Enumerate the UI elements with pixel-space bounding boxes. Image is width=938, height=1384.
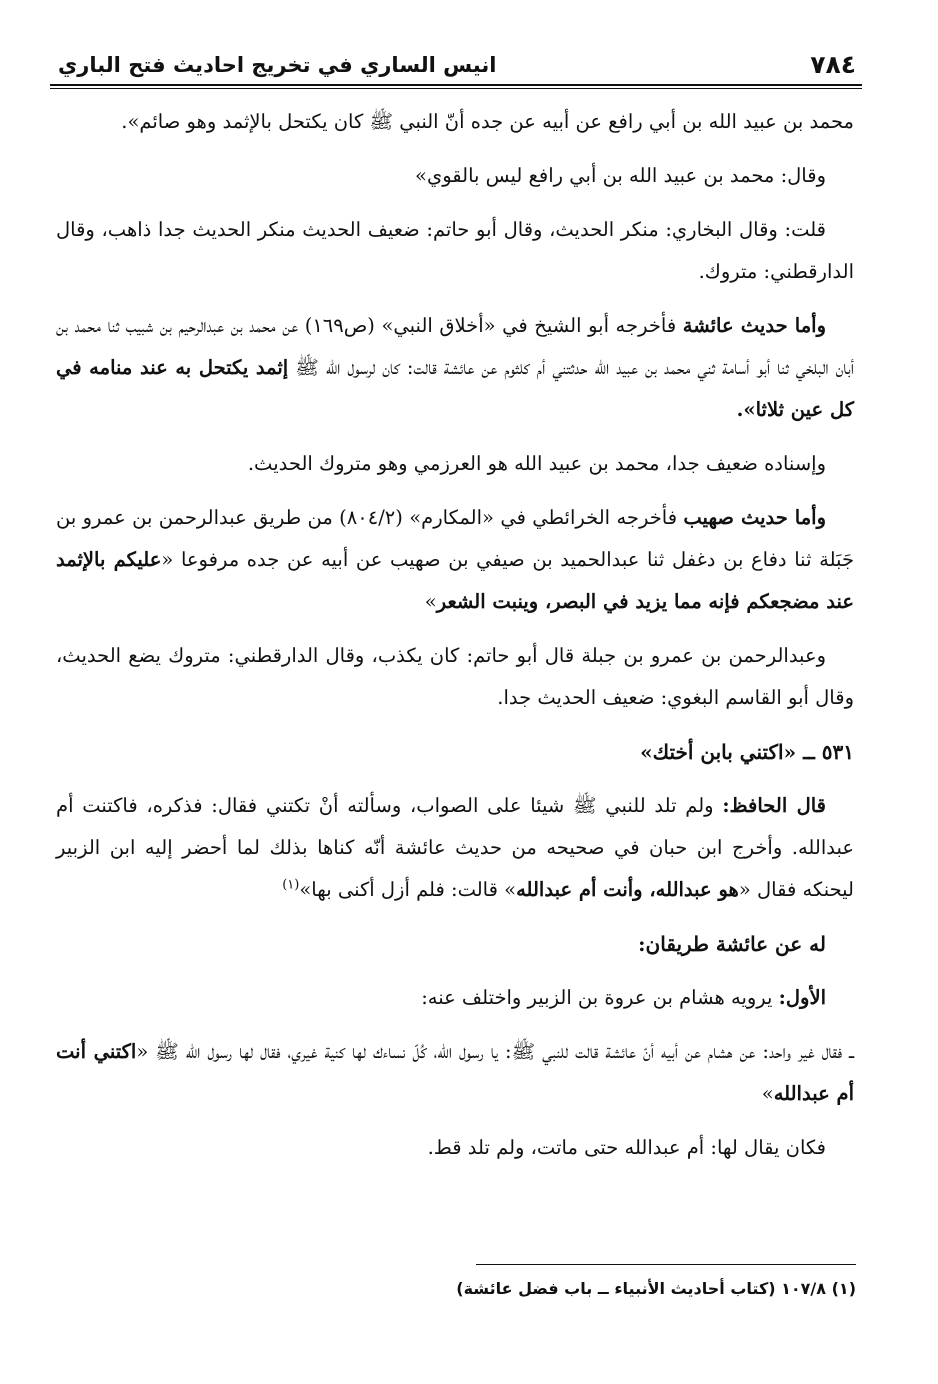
page-header [50, 38, 862, 80]
aisha-hadith-lead: وأما حديث عائشة [682, 314, 827, 337]
paragraph-suhaib-hadith [56, 497, 854, 623]
hafiz-quote: هو عبدالله، وأنت أم عبدالله [516, 878, 739, 901]
footnote-ref[interactable]: (١) [282, 877, 300, 893]
aisha-hadith-quote: إثمد يكتحل به عند منامه في كل عين ثلاثا». [56, 356, 854, 421]
suhaib-hadith-quote-end: » [424, 590, 437, 613]
paragraph-2: وقال: محمد بن عبيد الله بن أبي رافع ليس بالقوي» [415, 164, 826, 187]
suhaib-hadith-quote: عليكم بالإثمد عند مضجعكم فإنه مما يزيد في البصر، وينبت الشعر [56, 548, 854, 613]
paragraph-10-quote-end: » [761, 1082, 774, 1105]
paragraph-10-quote: اكتني أنت أم عبدالله [56, 1040, 854, 1105]
paragraph-11: فكان يقال لها: أم عبدالله حتى ماتت، ولم تلد قط. [427, 1136, 826, 1159]
paragraph-5: وإسناده ضعيف جدا، محمد بن عبيد الله هو العرزمي وهو متروك الحديث. [247, 452, 826, 475]
first-path-text: يرويه هشام بن عروة بن الزبير واختلف عنه: [421, 986, 779, 1009]
paragraph-10-text: ــ فقال غير واحد: عن هشام عن أبيه أنّ عائشة قالت للنبي ﷺ: يا رسول الله، كُلّ نساءك لها كنية غيري، فقال لها رسول الله ﷺ « [136, 1040, 854, 1063]
paragraph-aisha-hadith [56, 305, 854, 431]
aisha-hadith-text: فأخرجه أبو الشيخ في «أخلاق النبي» (ص١٦٩) عن محمد بن عبدالرحيم بن شبيب ثنا محمد بن أبان البلخي ثنا أبو أسامة ثني محمد بن عبيد الله حدثتني أم كلثوم عن عائشة قالت: كان لرسول الله ﷺ [56, 314, 854, 379]
hafiz-lead: قال الحافظ: [722, 794, 826, 817]
paragraph-1: محمد بن عبيد الله بن أبي رافع عن أبيه عن جده أنّ النبي ﷺ كان يكتحل بالإثمد وهو صائم». [121, 110, 854, 133]
heading-531: ٥٣١ ــ «اكتني بابن أختك» [640, 740, 854, 764]
paragraph-10 [56, 1031, 854, 1115]
running-title: انيس الساري في تخريج احاديث فتح الباري [58, 53, 497, 77]
paragraph-hafiz [56, 785, 854, 911]
page-number: ٧٨٤ [810, 50, 856, 79]
suhaib-hadith-text: فأخرجه الخرائطي في «المكارم» (٨٠٤/٢) من طريق عبدالرحمن بن عمرو بن جَبَلة ثنا دفاع بن دغفل ثنا عبدالحميد بن صيفي بن صهيب عن أبيه عن جده مرفوعا « [56, 506, 854, 571]
hafiz-tail: » قالت: فلم أزل أكنى بها» [299, 878, 517, 901]
first-path-lead: الأول: [778, 986, 826, 1009]
book-page [50, 38, 862, 1358]
paragraph-first-path [56, 977, 854, 1019]
paragraph-7: وعبدالرحمن بن عمرو بن جبلة قال أبو حاتم: كان يكذب، وقال الدارقطني: متروك يضع الحديث، وقال أبو القاسم البغوي: ضعيف الحديث جدا. [56, 644, 854, 709]
hafiz-text: ولم تلد للنبي ﷺ شيئا على الصواب، وسألته أنْ تكتني فقال: فذكره، فاكتنت أم عبدالله. وأخرج ابن حبان في صحيحه من حديث عائشة أنّه كناها بذلك لما أحضر إليه ابن الزبير ليحنكه فقال « [56, 794, 854, 901]
footnote: (١) ١٠٧/٨ (كتاب أحاديث الأنبياء ــ باب فضل عائشة) [456, 1279, 856, 1298]
heading-two-paths: له عن عائشة طريقان: [638, 932, 826, 956]
paragraph-3: قلت: وقال البخاري: منكر الحديث، وقال أبو حاتم: ضعيف الحديث منكر الحديث جدا ذاهب، وقال الدارقطني: متروك. [56, 218, 854, 283]
page-body [50, 89, 862, 1169]
footnote-rule [476, 1264, 856, 1265]
suhaib-hadith-lead: وأما حديث صهيب [683, 506, 826, 529]
